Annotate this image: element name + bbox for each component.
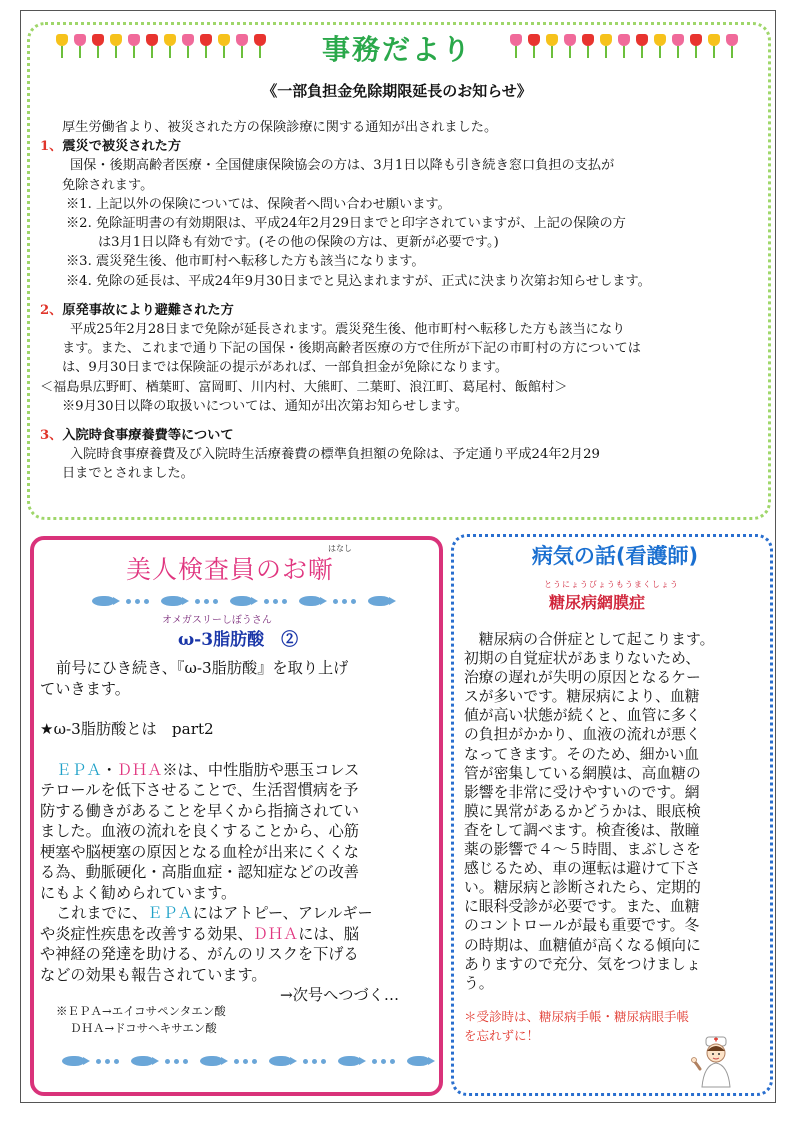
dha-note: ＤＨＡ→ドコサヘキサエン酸	[70, 1021, 217, 1035]
body-line: ありますので充分、気をつけましょ	[464, 955, 701, 973]
body-line: 治療の遅れが失明の原因となるケー	[464, 669, 701, 687]
subtitle-ruby: オメガスリーしぼうさん	[162, 615, 272, 626]
body-line: にもよく勧められています。	[40, 883, 237, 902]
subtitle-ruby: とうにょうびょうもうまくしょう	[544, 580, 679, 589]
epa-term: ＥＰＡ	[147, 904, 193, 922]
fish-icon	[161, 596, 183, 606]
body-text: これまでに、	[56, 904, 148, 922]
reminder-note	[464, 1007, 689, 1045]
body-line: テロールを低下させることで、生活習慣病を予	[40, 781, 359, 799]
section-3-heading	[40, 426, 765, 445]
section-1-note: ※1. 上記以外の保険については、保険者へ問い合わせ願います。	[66, 196, 451, 212]
right-column-title: 病気の話(看護師)	[531, 544, 699, 568]
star-heading: ★ω-3脂肪酸とは part2	[40, 720, 214, 738]
section-2-heading	[40, 301, 765, 320]
body-line: 査をして調べます。検査後は、散瞳	[464, 821, 700, 839]
body-text: には、脳	[298, 924, 359, 943]
epa-term: ＥＰＡ	[56, 760, 102, 779]
section-2-number: 2、	[40, 302, 63, 318]
fish-icon	[299, 596, 321, 606]
body-line: い。糖尿病と診断されたら、定期的	[464, 879, 701, 897]
fish-icon	[269, 1056, 291, 1066]
body-line: や神経の発達を助ける、がんのリスクを下げる	[40, 945, 359, 963]
title-ruby: はなし	[328, 544, 352, 553]
section-1-heading	[40, 137, 765, 156]
body-line: 感じるため、車の運転は避けて下さ	[464, 860, 701, 878]
body-line: 管が密集している網膜は、高血糖の	[464, 764, 701, 782]
separator-dot: ・	[101, 760, 117, 779]
section-1-note: は3月1日以降も有効です。(その他の保険の方は、更新が必要です。)	[98, 235, 499, 251]
left-column-title: 美人検査員のお噺	[126, 555, 335, 584]
section-2-line: ＜福島県広野町、楢葉町、富岡町、川内村、大熊町、二葉町、浪江町、葛尾村、飯館村＞	[40, 379, 568, 395]
body-text: や炎症性疾患を改善する効果、	[40, 924, 253, 943]
notice-heading: 《一部負担金免除期限延長のお知らせ》	[262, 82, 532, 100]
fish-icon	[368, 596, 390, 606]
section-1-number: 1、	[40, 139, 63, 155]
right-column-body	[464, 630, 769, 993]
fish-icon	[200, 1056, 222, 1066]
body-line: 薬の影響で４～５時間、まぶしさを	[464, 841, 701, 859]
reminder-line: を忘れずに！	[464, 1028, 540, 1043]
section-2-line: ます。また、これまで通り下記の国保・後期高齢者医療の方で住所が下記の市町村の方については	[62, 341, 641, 357]
section-2-title: 原発事故により避難された方	[62, 302, 234, 318]
body-line: 値が高い状態が続くと、血管に多く	[464, 707, 701, 725]
body-line	[40, 760, 435, 781]
body-line: の負担がかかり、血液の流れが悪く	[464, 726, 701, 744]
section-2-line: 平成25年2月28日まで免除が延長されます。震災発生後、他市町村へ転移した方も該当になり	[70, 322, 626, 338]
section-3-line: 日までとされました。	[62, 466, 194, 482]
body-line: などの効果も報告されています。	[40, 965, 267, 984]
intro-line: 厚生労働省より、被災された方の保険診療に関する通知が出されました。	[62, 120, 498, 135]
section-1-line: 国保・後期高齢者医療・全国健康保険協会の方は、3月1日以降も引き続き窓口負担の支払が	[70, 158, 615, 174]
body-line: に眼科受診が必要です。また、血糖	[464, 898, 700, 916]
reminder-line: ＊受診時は、糖尿病手帳・糖尿病眼手帳	[464, 1009, 690, 1024]
fish-divider-top	[92, 596, 390, 606]
body-line: 防する働きがあることを早くから指摘されてい	[40, 801, 359, 820]
section-3-line: 入院時食事療養費及び入院時生活療養費の標準負担額の免除は、予定通り平成24年2月29	[70, 447, 600, 463]
body-line: る為、動脈硬化・高脂血症・認知症などの改善	[40, 863, 359, 881]
body-line: ました。血液の流れを良くすることから、心筋	[40, 822, 359, 840]
section-2-line: ※9月30日以降の取扱いについては、通知が出次第お知らせします。	[62, 398, 468, 414]
body-line: 影響を非常に受けやすいのです。網	[464, 783, 700, 801]
body-line: 梗塞や脳梗塞の原因となる血栓が出来にくくな	[40, 842, 359, 861]
section-1-line: 免除されます。	[62, 177, 154, 193]
right-column-subtitle: 糖尿病網膜症	[549, 593, 646, 612]
body-line: の時期は、血糖値が高くなる傾向に	[464, 936, 701, 954]
fish-icon	[230, 596, 252, 606]
body-line: ていきます。	[40, 679, 130, 698]
tulip-decoration-left	[56, 34, 266, 60]
section-1-note: ※2. 免除証明書の有効期限は、平成24年2月29日までと印字されていますが、上記の保険の方	[66, 216, 626, 232]
newsletter-title: 事務だより	[321, 33, 472, 66]
body-line	[40, 924, 435, 945]
body-line: う。	[464, 974, 494, 992]
left-column-body	[40, 658, 435, 1006]
body-line: 膜に異常があるかどうかは、眼底検	[464, 802, 701, 820]
section-3-number: 3、	[40, 428, 63, 444]
fish-divider-bottom	[62, 1056, 429, 1066]
fish-icon	[92, 596, 114, 606]
body-line: スが多いです。糖尿病により、血糖	[464, 688, 700, 706]
section-2-line: は、9月30日までは保険証の提示があれば、一部負担金が免除になります。	[62, 360, 509, 376]
fish-icon	[338, 1056, 360, 1066]
section-3-title: 入院時食事療養費等について	[62, 428, 234, 444]
nurse-illustration-icon	[688, 1033, 744, 1089]
dha-term: ＤＨＡ	[252, 924, 299, 943]
body-text: ※は、中性脂肪や悪玉コレス	[162, 760, 360, 779]
fish-icon	[62, 1056, 84, 1066]
body-line: 前号にひき続き、『ω-3脂肪酸』を取り上げ	[56, 659, 349, 677]
fish-icon	[407, 1056, 429, 1066]
fish-icon	[131, 1056, 153, 1066]
body-line: なってきます。そのため、細かい血	[464, 745, 699, 763]
section-1-note: ※4. 免除の延長は、平成24年9月30日までと見込まれますが、正式に決まり次第お知らせします。	[66, 273, 651, 289]
body-line: 糖尿病の合併症として起こります。	[464, 631, 715, 648]
left-column-subtitle: ω-3脂肪酸 ②	[178, 630, 299, 650]
top-section-body	[40, 118, 765, 484]
tulip-decoration-right	[510, 34, 738, 60]
section-1-title: 震災で被災された方	[62, 139, 182, 155]
body-text: にはアトピー、アレルギー	[192, 904, 373, 922]
body-line	[40, 903, 435, 924]
body-line: のコントロールが最も重要です。冬	[464, 917, 700, 935]
epa-note: ※ＥＰＡ→エイコサペンタエン酸	[56, 1004, 226, 1018]
section-1-note: ※3. 震災発生後、他市町村へ転移した方も該当になります。	[66, 254, 425, 270]
abbreviation-notes	[56, 1003, 226, 1037]
body-line: 初期の自覚症状があまりないため、	[464, 650, 701, 668]
continued-note: →次号へつづく…	[280, 986, 400, 1004]
dha-term: ＤＨＡ	[116, 760, 163, 779]
